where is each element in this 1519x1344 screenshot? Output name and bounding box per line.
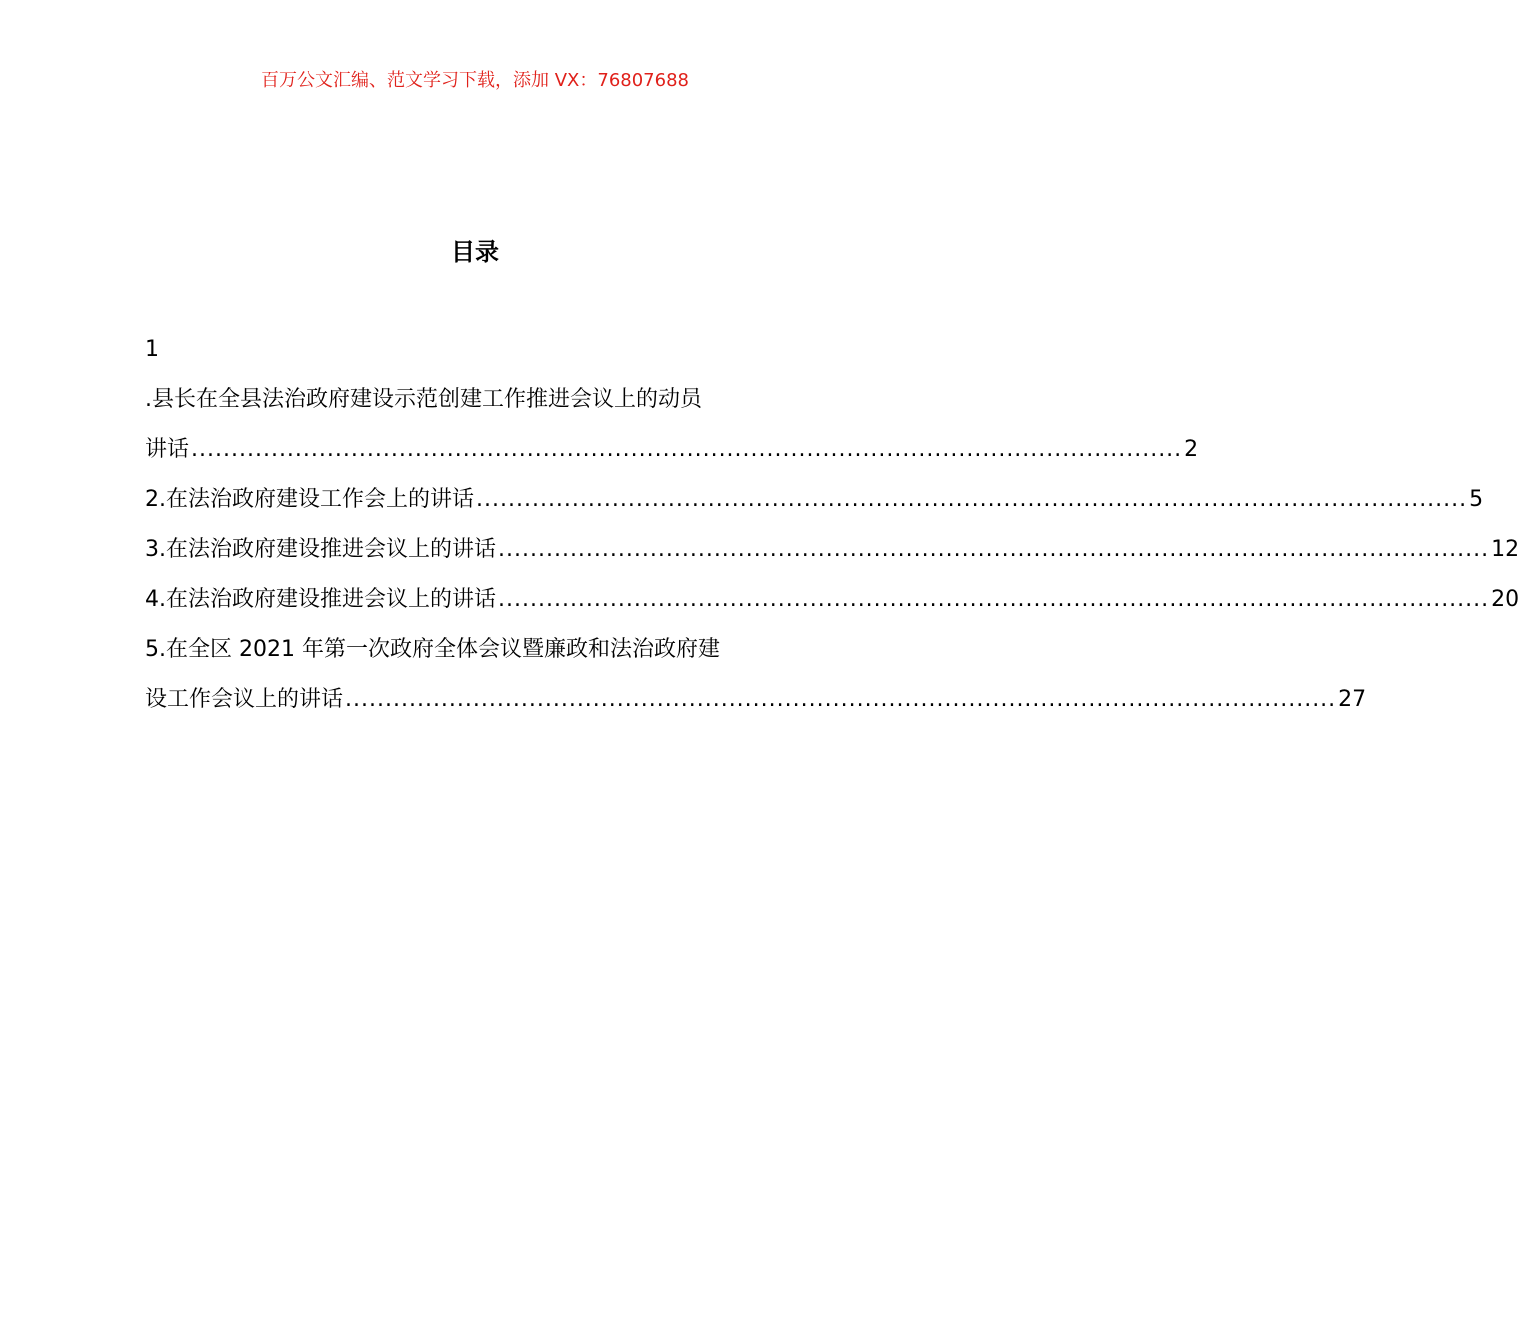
toc-entry-2[interactable] [145,475,1484,525]
watermark-header: 百万公文汇编、范文学习下载，添加 VX：76807688 [261,70,689,91]
toc-entry-2-title: 2.在法治政府建设工作会上的讲话 [145,487,474,512]
toc-entry-4-title: 4.在法治政府建设推进会议上的讲话 [145,587,496,612]
toc-entry-4-page: 20 [1491,587,1519,612]
toc-entry-5-page: 27 [1338,687,1367,712]
page-title: 目录 [451,238,499,266]
toc-entry-1-page: 2 [1184,437,1199,462]
dot-leader: ............................................................................................................................ [476,487,1468,512]
toc-entry-5-title[interactable]: 5.在全区 2021 年第一次政府全体会议暨廉政和法治政府建 [145,637,720,662]
dot-leader: ............................................................................................................................ [498,587,1490,612]
toc-entry-1-title[interactable]: .县长在全县法治政府建设示范创建工作推进会议上的动员 [145,387,702,412]
toc-entry-5-title-cont: 设工作会议上的讲话 [145,687,344,712]
toc-entry-3[interactable] [145,525,1519,575]
dot-leader: ............................................................................................................................ [345,687,1337,712]
toc-entry-3-page: 12 [1491,537,1519,562]
dot-leader: ............................................................................................................................ [498,537,1490,562]
dot-leader: ............................................................................................................................ [191,437,1183,462]
toc-entry-1-number: 1 [145,337,159,362]
table-of-contents [145,325,1519,725]
toc-entry-2-page: 5 [1469,487,1484,512]
toc-entry-1-title-cont: 讲话 [145,437,190,462]
toc-entry-5-last-line[interactable] [145,675,1367,725]
toc-entry-3-title: 3.在法治政府建设推进会议上的讲话 [145,537,496,562]
toc-entry-1-last-line[interactable] [145,425,1199,475]
toc-entry-4[interactable] [145,575,1519,625]
